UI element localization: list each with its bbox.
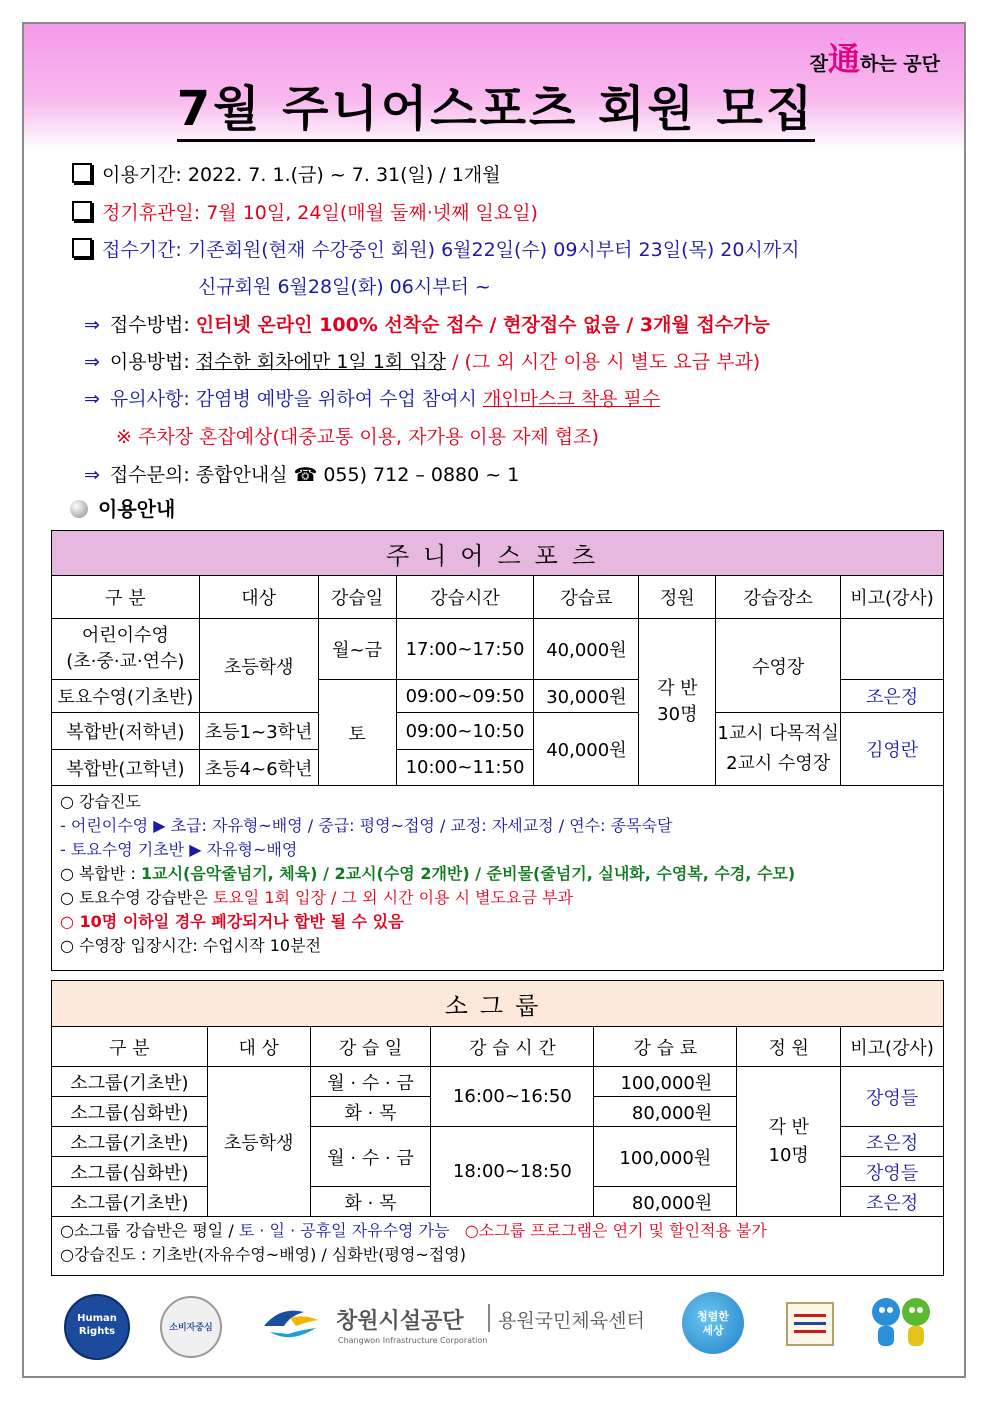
time-cell: 09:00~10:50 — [396, 713, 534, 750]
fee-cell: 40,000원 — [534, 713, 639, 786]
instructor-cell: 장영들 — [841, 1157, 944, 1187]
footer-logos — [60, 1290, 930, 1360]
checkbox-icon — [72, 201, 92, 221]
col-header: 대상 — [199, 576, 318, 619]
bullet-icon — [70, 500, 88, 518]
class-name: 복합반(고학년) — [52, 750, 200, 786]
table-row — [52, 1067, 944, 1097]
time-cell: 10:00~11:50 — [396, 750, 534, 786]
caution-line: ⇒ 유의사항: 감염병 예방을 위하여 수업 참여시 개인마스크 착용 필수 — [84, 388, 661, 410]
fee-cell: 30,000원 — [534, 680, 639, 713]
slogan-pre: 잘 — [809, 53, 828, 75]
class-name: 토요수영(기초반) — [52, 680, 200, 713]
capacity-cell: 각 반 10명 — [737, 1067, 841, 1217]
class-name: 소그룹(심화반) — [52, 1157, 208, 1187]
instructor-cell: 조은정 — [841, 1187, 944, 1217]
method-line: ⇒ 접수방법: 인터넷 온라인 100% 선착순 접수 / 현장접수 없음 / 3개월 접수가능 — [84, 314, 770, 336]
class-name: 소그룹(심화반) — [52, 1097, 208, 1127]
junior-caption: 주니어스포츠 — [52, 531, 944, 576]
org-name: 창원시설공단 — [336, 1309, 464, 1334]
days-cell: 화 · 목 — [310, 1097, 431, 1127]
col-header: 정 원 — [737, 1027, 841, 1067]
parking-line: ※ 주차장 혼잡예상(대중교통 이용, 자가용 이용 자제 협조) — [116, 426, 599, 448]
class-name: 어린이수영 (초·중·교·연수) — [52, 619, 200, 680]
place-cell: 수영장 — [716, 619, 841, 713]
col-header: 강 습 시 간 — [431, 1027, 594, 1067]
section-label: 이용안내 — [70, 493, 175, 522]
checkbox-icon — [72, 163, 92, 183]
integrity-logo: 청렴한 세상 — [682, 1292, 744, 1354]
target-cell: 초등학생 — [199, 619, 318, 713]
period-line: 이용기간: 2022. 7. 1.(금) ~ 7. 31(일) / 1개월 — [72, 160, 501, 187]
junior-table — [51, 530, 944, 971]
mascot-icon — [868, 1292, 934, 1354]
col-header: 강 습 일 — [310, 1027, 431, 1067]
checkbox-icon — [72, 238, 92, 258]
table-row — [52, 619, 944, 680]
arrow-icon: ⇒ — [84, 464, 100, 486]
time-cell: 09:00~09:50 — [396, 680, 534, 713]
fee-cell: 80,000원 — [594, 1097, 737, 1127]
human-rights-logo: Human Rights — [64, 1294, 130, 1360]
slogan-post: 하는 공단 — [859, 53, 940, 75]
certificate-icon — [786, 1302, 834, 1346]
arrow-icon: ⇒ — [84, 351, 100, 373]
fee-cell: 80,000원 — [594, 1187, 737, 1217]
col-header: 구 분 — [52, 1027, 208, 1067]
fee-cell: 40,000원 — [534, 619, 639, 680]
days-cell: 화 · 목 — [310, 1187, 431, 1217]
arrow-icon: ⇒ — [84, 388, 100, 410]
days-cell: 토 — [318, 680, 396, 786]
instructor-cell: 조은정 — [841, 680, 944, 713]
target-cell: 초등4~6학년 — [199, 750, 318, 786]
small-caption: 소그룹 — [52, 981, 944, 1027]
instructor-cell: 조은정 — [841, 1127, 944, 1157]
page-title: 7월 주니어스포츠 회원 모집 — [0, 70, 992, 139]
days-cell: 월 · 수 · 금 — [310, 1127, 431, 1187]
col-header: 비고(강사) — [841, 1027, 944, 1067]
col-header: 정원 — [639, 576, 716, 619]
reg-line: 접수기간: 기존회원(현재 수강중인 회원) 6월22일(수) 09시부터 23일(목) 20시까지 — [72, 235, 800, 262]
col-header: 대 상 — [207, 1027, 310, 1067]
days-cell: 월 · 수 · 금 — [310, 1067, 431, 1097]
capacity-cell: 각 반 30명 — [639, 619, 716, 786]
instructor-cell — [841, 619, 944, 680]
col-header: 구 분 — [52, 576, 200, 619]
instructor-cell: 장영들 — [841, 1067, 944, 1127]
time-cell: 18:00~18:50 — [431, 1127, 594, 1217]
col-header: 비고(강사) — [841, 576, 944, 619]
arrow-icon: ⇒ — [84, 314, 100, 336]
reg-new-line: 신규회원 6월28일(화) 06시부터 ~ — [198, 276, 491, 298]
small-header-row — [52, 1027, 944, 1067]
consumer-center-logo: 소비자중심 — [160, 1296, 222, 1358]
junior-header-row — [52, 576, 944, 619]
instructor-cell: 김영란 — [841, 713, 944, 786]
class-name: 소그룹(기초반) — [52, 1187, 208, 1217]
junior-notes: ○ 강습진도 - 어린이수영 ▶ 초급: 자유형~배영 / 중급: 평영~접영 / 교정: 자세교정 / 연수: 종목숙달 - 토요수영 기초반 ▶ 자유형~배영 ○ 복합반 : 1교시(음악줄넘기, 체육) / 2교시(수영 2개반) / 준비물(줄넘기, 실내화, 수영복, 수경, 수모) ○ 토요수영 강습반은 토요일 1회 입장 / 그 외 시간 이용 시 별도요금 부과 ○ 10명 이하일 경우 폐강되거나 합반 될 수 있음 ○ 수영장 입장시간: 수업시작 10분전 — [52, 786, 944, 971]
slogan-big: 通 — [827, 40, 860, 78]
corporation-emblem-icon — [260, 1304, 322, 1344]
small-notes: ○소그룹 강습반은 평일 / 토 · 일 · 공휴일 자유수영 가능 ○소그룹 프로그램은 연기 및 할인적용 불가 ○강습진도 : 기초반(자유수영~배영) / 심화반(평영~접영) — [52, 1217, 944, 1276]
time-cell: 17:00~17:50 — [396, 619, 534, 680]
table-row — [52, 713, 944, 750]
inquiry-line: ⇒ 접수문의: 종합안내실 ☎ 055) 712 – 0880 ~ 1 — [84, 464, 520, 486]
place-cell: 1교시 다목적실 2교시 수영장 — [716, 713, 841, 786]
org-english: Changwon Infrastructure Corporation — [338, 1336, 488, 1345]
col-header: 강습시간 — [396, 576, 534, 619]
usage-line: ⇒ 이용방법: 접수한 회차에만 1일 1회 입장 / (그 외 시간 이용 시 별도 요금 부과) — [84, 351, 761, 373]
col-header: 강습료 — [534, 576, 639, 619]
target-cell: 초등1~3학년 — [199, 713, 318, 750]
class-name: 소그룹(기초반) — [52, 1067, 208, 1097]
fee-cell: 100,000원 — [594, 1067, 737, 1097]
divider — [488, 1304, 490, 1332]
org-sub: 용원국민체육센터 — [498, 1310, 645, 1332]
fee-cell: 100,000원 — [594, 1127, 737, 1187]
days-cell: 월~금 — [318, 619, 396, 680]
col-header: 강습장소 — [716, 576, 841, 619]
col-header: 강 습 료 — [594, 1027, 737, 1067]
small-group-table — [51, 980, 944, 1276]
class-name: 소그룹(기초반) — [52, 1127, 208, 1157]
col-header: 강습일 — [318, 576, 396, 619]
time-cell: 16:00~16:50 — [431, 1067, 594, 1127]
class-name: 복합반(저학년) — [52, 713, 200, 750]
target-cell: 초등학생 — [207, 1067, 310, 1217]
closed-line: 정기휴관일: 7월 10일, 24일(매월 둘째·넷째 일요일) — [72, 198, 538, 225]
